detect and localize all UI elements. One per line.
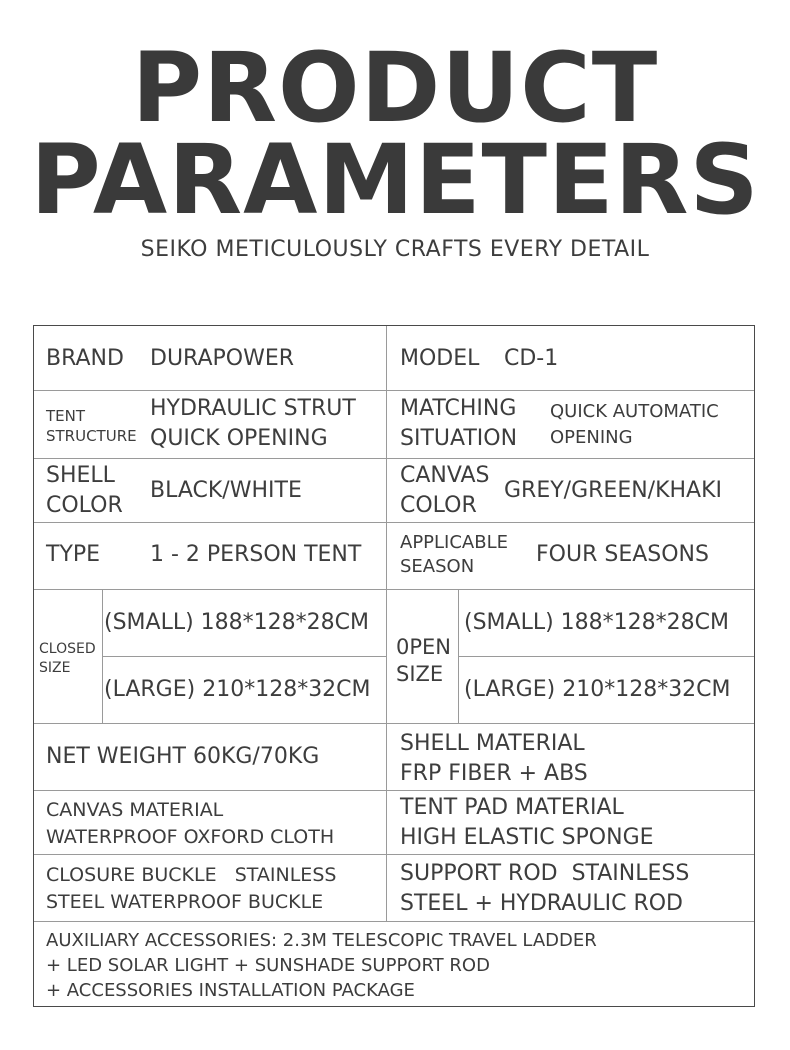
closure-buckle-line-2: STEEL WATERPROOF BUCKLE: [46, 891, 324, 913]
model-label: MODEL: [400, 346, 480, 371]
row-divider: [34, 390, 754, 391]
row-divider: [34, 723, 754, 724]
tent-structure-label-2: STRUCTURE: [46, 427, 137, 445]
tent-pad-value: HIGH ELASTIC SPONGE: [400, 825, 654, 850]
canvas-color-label-1: CANVAS: [400, 463, 490, 488]
page-title-line-2: PARAMETERS: [30, 124, 760, 236]
net-weight: NET WEIGHT 60KG/70KG: [46, 744, 320, 769]
row-divider: [34, 854, 754, 855]
tent-structure-value-1: HYDRAULIC STRUT: [150, 396, 356, 421]
closed-size-label-2: SIZE: [39, 660, 71, 676]
row-divider: [34, 458, 754, 459]
row-divider: [34, 589, 754, 590]
closed-size-large: (LARGE) 210*128*32CM: [104, 677, 371, 702]
closure-buckle-line-1: CLOSURE BUCKLE STAINLESS: [46, 864, 337, 886]
column-divider: [386, 326, 387, 921]
tent-structure-value-2: QUICK OPENING: [150, 426, 328, 451]
open-size-small: (SMALL) 188*128*28CM: [464, 610, 729, 635]
type-label: TYPE: [46, 542, 101, 567]
canvas-color-label-2: COLOR: [400, 493, 477, 518]
support-rod-line-1: SUPPORT ROD STAINLESS: [400, 861, 690, 886]
closed-size-label-1: CLOSED: [39, 641, 96, 657]
accessories-line-1: AUXILIARY ACCESSORIES: 2.3M TELESCOPIC TRAVEL LADDER: [46, 930, 597, 951]
row-divider: [34, 790, 754, 791]
page-title-line-1: PRODUCT: [131, 32, 659, 144]
shell-color-label-1: SHELL: [46, 463, 115, 488]
open-size-large: (LARGE) 210*128*32CM: [464, 677, 731, 702]
column-divider: [102, 589, 103, 723]
row-divider: [34, 921, 754, 922]
tent-pad-label: TENT PAD MATERIAL: [400, 795, 624, 820]
support-rod-line-2: STEEL + HYDRAULIC ROD: [400, 891, 683, 916]
row-divider: [458, 656, 754, 657]
open-size-label-2: SIZE: [396, 662, 444, 686]
type-value: 1 - 2 PERSON TENT: [150, 542, 362, 567]
shell-color-value: BLACK/WHITE: [150, 478, 302, 503]
accessories-line-3: + ACCESSORIES INSTALLATION PACKAGE: [46, 980, 415, 1001]
accessories-line-2: + LED SOLAR LIGHT + SUNSHADE SUPPORT ROD: [46, 955, 490, 976]
matching-situation-label-2: SITUATION: [400, 426, 518, 451]
matching-situation-value-1: QUICK AUTOMATIC: [550, 401, 719, 422]
row-divider: [102, 656, 386, 657]
matching-situation-label-1: MATCHING: [400, 396, 517, 421]
model-value: CD-1: [504, 346, 559, 371]
canvas-material-label: CANVAS MATERIAL: [46, 799, 224, 821]
matching-situation-value-2: OPENING: [550, 427, 633, 448]
shell-material-label: SHELL MATERIAL: [400, 731, 585, 756]
canvas-color-value: GREY/GREEN/KHAKI: [504, 478, 723, 503]
closed-size-small: (SMALL) 188*128*28CM: [104, 610, 369, 635]
brand-value: DURAPOWER: [150, 346, 295, 371]
season-label-2: SEASON: [400, 556, 475, 577]
brand-label: BRAND: [46, 346, 124, 371]
shell-material-value: FRP FIBER + ABS: [400, 761, 588, 786]
shell-color-label-2: COLOR: [46, 493, 123, 518]
season-value: FOUR SEASONS: [536, 542, 709, 567]
spec-table: [33, 325, 755, 1007]
row-divider: [34, 522, 754, 523]
season-label-1: APPLICABLE: [400, 532, 508, 553]
open-size-label-1: 0PEN: [396, 635, 452, 659]
column-divider: [458, 589, 459, 723]
canvas-material-value: WATERPROOF OXFORD CLOTH: [46, 826, 335, 848]
page-subtitle: SEIKO METICULOUSLY CRAFTS EVERY DETAIL: [140, 237, 650, 262]
tent-structure-label-1: TENT: [46, 407, 86, 425]
